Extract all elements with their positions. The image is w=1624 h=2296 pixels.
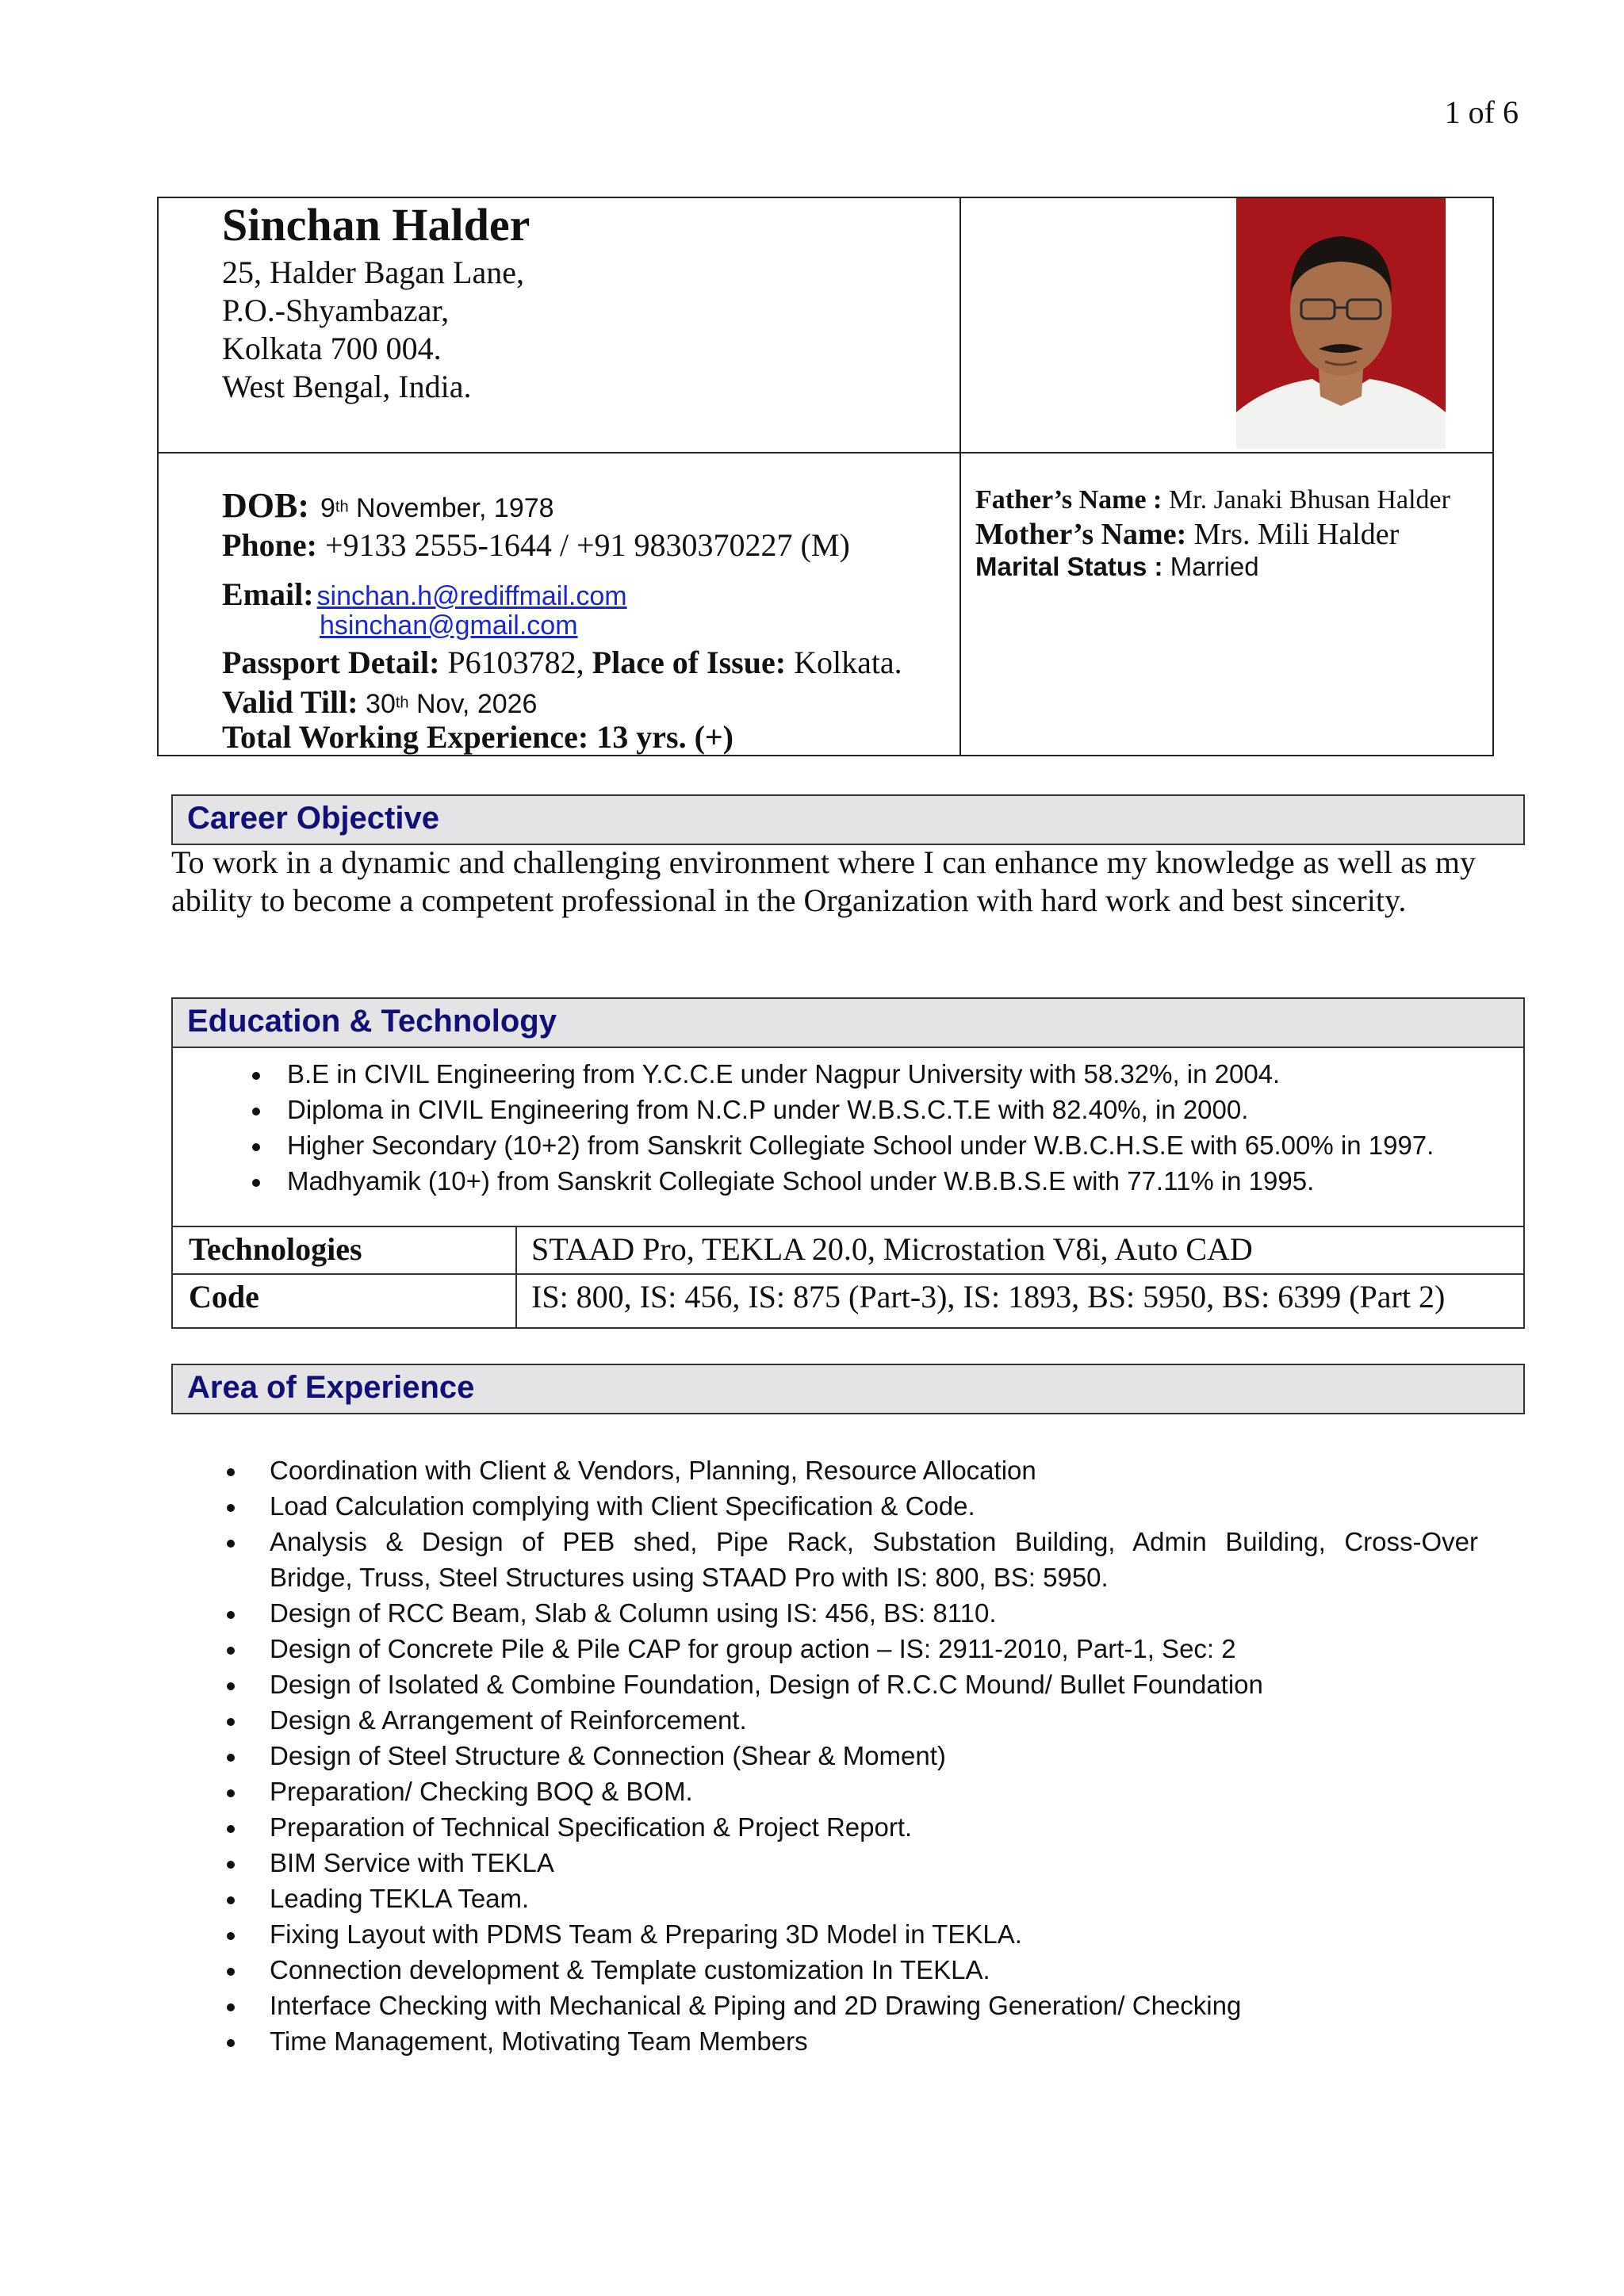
bullet-icon	[227, 1468, 235, 1476]
passport-value: P6103782,	[439, 645, 592, 680]
valid-row	[222, 683, 537, 721]
bullet-icon	[252, 1179, 260, 1187]
bullet-icon	[227, 1825, 235, 1833]
education-header	[171, 997, 1525, 1048]
list-item: Leading TEKLA Team.	[270, 1884, 529, 1914]
dob-row	[222, 485, 554, 526]
section-title: Career Objective	[187, 801, 439, 836]
table-rule	[173, 1226, 1523, 1227]
section-title: Area of Experience	[187, 1370, 475, 1405]
email-link-1[interactable]: sinchan.h@rediffmail.com	[316, 581, 627, 611]
address-line: Kolkata 700 004.	[222, 331, 442, 366]
list-item: Design of RCC Beam, Slab & Column using IS: 456, BS: 8110.	[270, 1598, 997, 1628]
candidate-name: Sinchan Halder	[222, 199, 530, 251]
table-column-divider	[515, 1226, 517, 1329]
list-item: Diploma in CIVIL Engineering from N.C.P under W.B.S.C.T.E with 82.40%, in 2000.	[287, 1095, 1248, 1125]
bullet-icon	[252, 1072, 260, 1080]
bullet-icon	[227, 1754, 235, 1762]
bullet-icon	[227, 2003, 235, 2011]
list-item: Load Calculation complying with Client Specification & Code.	[270, 1491, 975, 1521]
email-link-2[interactable]: hsinchan@gmail.com	[320, 610, 578, 641]
code-label: Code	[189, 1279, 259, 1314]
list-item: Analysis & Design of PEB shed, Pipe Rack, Substation Building, Admin Building, Cross-Over	[270, 1527, 1478, 1557]
marital-label: Marital Status :	[975, 552, 1163, 581]
bullet-icon	[227, 1611, 235, 1619]
list-item: Connection development & Template customization In TEKLA.	[270, 1955, 990, 1985]
email-label: Email:	[222, 576, 314, 612]
list-item: Fixing Layout with PDMS Team & Preparing 3D Model in TEKLA.	[270, 1919, 1022, 1950]
technologies-value: STAAD Pro, TEKLA 20.0, Microstation V8i, Auto CAD	[531, 1231, 1253, 1267]
father-value: Mr. Janaki Bhusan Halder	[1162, 485, 1450, 515]
technologies-label: Technologies	[189, 1231, 362, 1267]
bullet-icon	[227, 2039, 235, 2047]
bullet-icon	[227, 1718, 235, 1726]
email-row-2	[320, 610, 578, 641]
table-rule	[173, 1273, 1523, 1275]
section-title: Education & Technology	[187, 1004, 557, 1039]
profile-photo	[1236, 198, 1446, 449]
valid-day: 30	[358, 689, 396, 719]
list-item: Design of Isolated & Combine Foundation, Design of R.C.C Mound/ Bullet Foundation	[270, 1670, 1263, 1700]
bullet-icon	[227, 1789, 235, 1797]
bullet-icon	[252, 1108, 260, 1115]
list-item: Preparation of Technical Specification & Project Report.	[270, 1812, 912, 1843]
bullet-icon	[227, 1932, 235, 1940]
valid-value: Nov, 2026	[408, 689, 538, 719]
father-row	[975, 485, 1450, 515]
mother-value: Mrs. Mili Halder	[1186, 518, 1400, 551]
mother-row	[975, 517, 1399, 552]
list-item: Design & Arrangement of Reinforcement.	[270, 1705, 747, 1735]
technology-table	[173, 1226, 1523, 1329]
marital-row	[975, 552, 1259, 582]
bullet-icon	[252, 1143, 260, 1151]
list-item: Time Management, Motivating Team Members	[270, 2026, 808, 2057]
dob-label: DOB:	[222, 486, 309, 525]
list-item: Higher Secondary (10+2) from Sanskrit Collegiate School under W.B.C.H.S.E with 65.00% in 1997.	[287, 1131, 1434, 1161]
list-item: Coordination with Client & Vendors, Planning, Resource Allocation	[270, 1456, 1036, 1486]
bullet-icon	[227, 1896, 235, 1904]
header-divider-vertical	[959, 198, 961, 755]
career-objective-text: To work in a dynamic and challenging environment where I can enhance my knowledge as well as my ability to become a competent professional in the Organization with hard work and best sincerity.	[171, 844, 1476, 918]
passport-row	[222, 644, 902, 681]
phone-label: Phone:	[222, 527, 317, 563]
place-value: Kolkata.	[786, 645, 902, 680]
bullet-icon	[227, 1540, 235, 1548]
career-objective-header	[171, 794, 1525, 845]
total-experience: Total Working Experience: 13 yrs. (+)	[222, 719, 733, 755]
list-item: Design of Concrete Pile & Pile CAP for group action – IS: 2911-2010, Part-1, Sec: 2	[270, 1634, 1236, 1664]
dob-day: 9	[320, 493, 335, 523]
passport-label: Passport Detail:	[222, 645, 440, 680]
list-item: BIM Service with TEKLA	[270, 1848, 554, 1878]
phone-row	[222, 526, 850, 564]
list-item: Preparation/ Checking BOQ & BOM.	[270, 1777, 693, 1807]
email-row	[222, 576, 627, 613]
valid-label: Valid Till:	[222, 684, 358, 720]
address-line: 25, Halder Bagan Lane,	[222, 254, 524, 290]
dob-value: November, 1978	[348, 493, 554, 523]
bullet-icon	[227, 1647, 235, 1655]
list-item: Design of Steel Structure & Connection (Shear & Moment)	[270, 1741, 946, 1771]
bullet-icon	[227, 1682, 235, 1690]
code-value: IS: 800, IS: 456, IS: 875 (Part-3), IS: 1893, BS: 5950, BS: 6399 (Part 2)	[531, 1279, 1446, 1314]
dob-suffix: th	[335, 498, 349, 516]
header-divider-horizontal	[159, 452, 1492, 453]
header-table	[157, 197, 1494, 756]
list-item: Madhyamik (10+) from Sanskrit Collegiate School under W.B.B.S.E with 77.11% in 1995.	[287, 1166, 1314, 1196]
marital-value: Married	[1162, 552, 1259, 581]
mother-label: Mother’s Name:	[975, 518, 1187, 551]
page-number: 1 of 6	[1444, 94, 1519, 130]
experience-header	[171, 1364, 1525, 1414]
bullet-icon	[227, 1861, 235, 1869]
bullet-icon	[227, 1968, 235, 1976]
list-item: Interface Checking with Mechanical & Piping and 2D Drawing Generation/ Checking	[270, 1991, 1241, 2021]
place-label: Place of Issue:	[592, 645, 787, 680]
phone-value: +9133 2555-1644 / +91 9830370227 (M)	[317, 527, 850, 563]
education-box	[171, 1048, 1525, 1329]
father-label: Father’s Name :	[975, 485, 1162, 515]
list-item: B.E in CIVIL Engineering from Y.C.C.E under Nagpur University with 58.32%, in 2004.	[287, 1059, 1280, 1089]
address-line: P.O.-Shyambazar,	[222, 293, 450, 328]
address-line: West Bengal, India.	[222, 369, 472, 404]
list-item-continuation: Bridge, Truss, Steel Structures using STAAD Pro with IS: 800, BS: 5950.	[270, 1563, 1109, 1592]
bullet-icon	[227, 1504, 235, 1512]
valid-suffix: th	[395, 694, 409, 712]
